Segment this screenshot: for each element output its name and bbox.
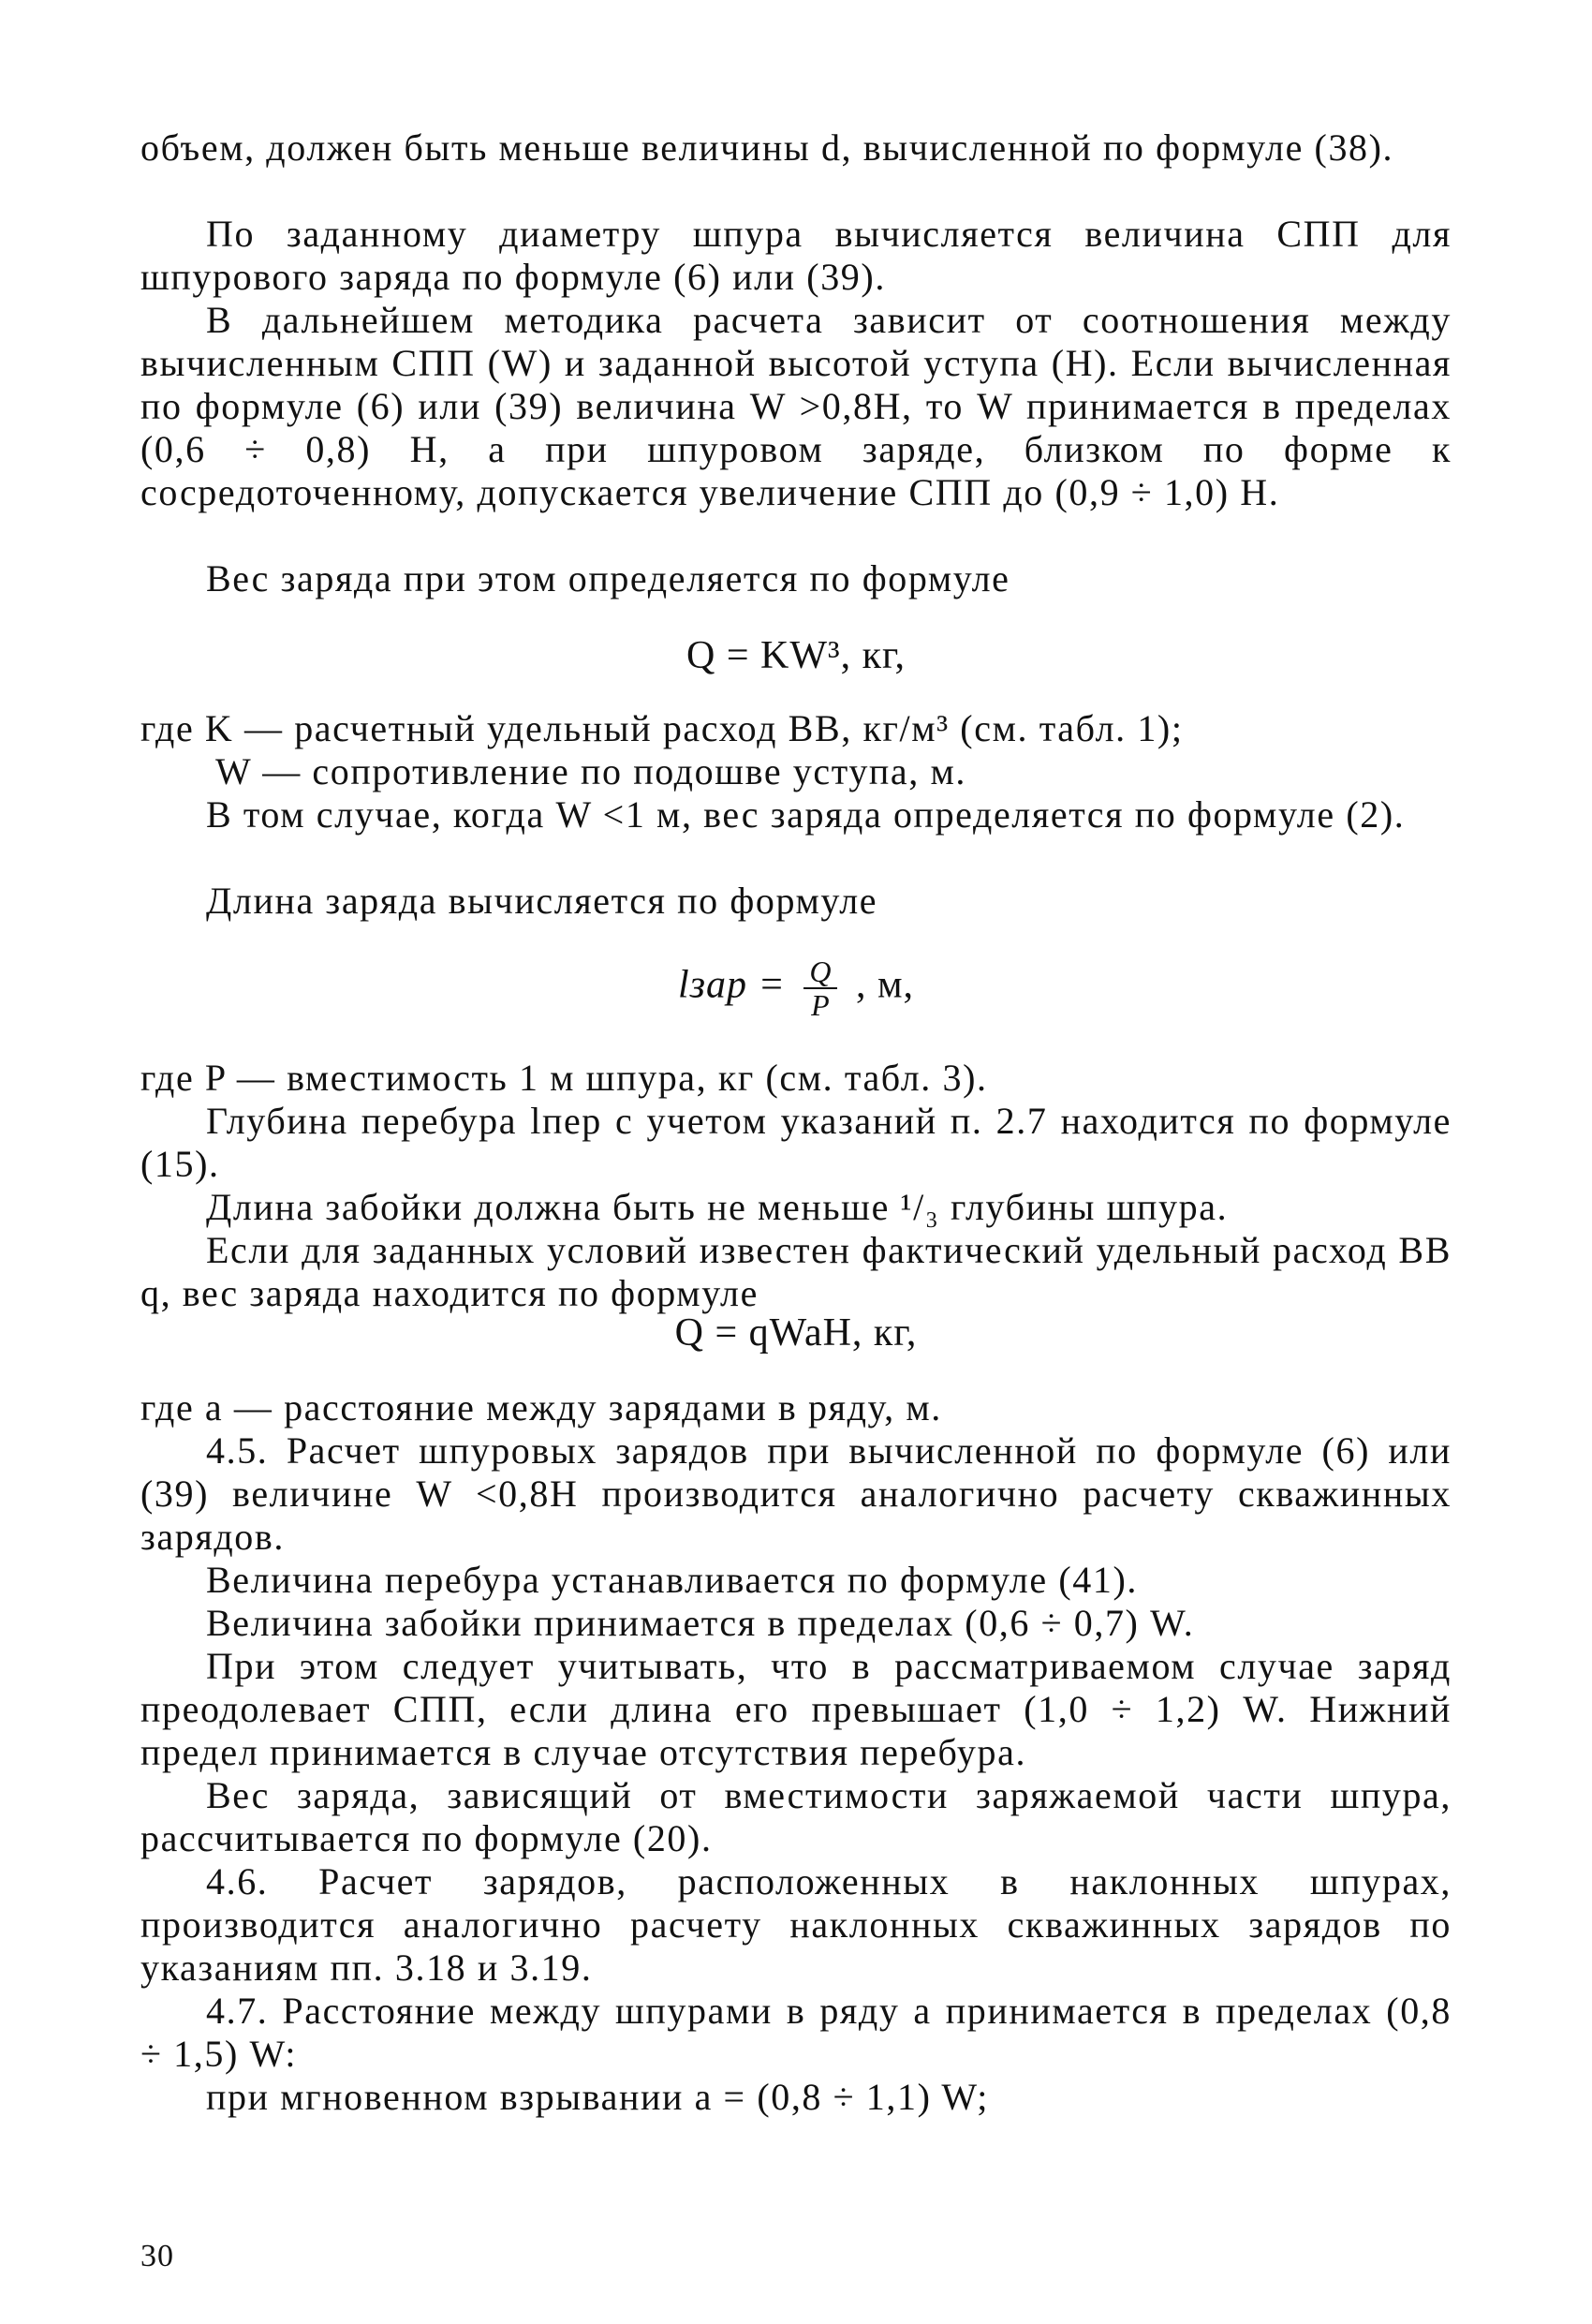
formula-1-text: Q = KW³, кг,	[686, 634, 906, 677]
formula-3-text: Q = qWaH, кг,	[674, 1311, 918, 1354]
paragraph-6: W — сопротивление по подошве уступа, м.	[215, 750, 966, 792]
paragraph-9: где P — вместимость 1 м шпура, кг (см. табл. 3).	[140, 1057, 988, 1099]
paragraph-1: объем, должен быть меньше величины d, вычисленной по формуле (38).	[140, 126, 1394, 169]
paragraph-15: Величина перебура устанавливается по формуле (41).	[206, 1559, 1138, 1601]
paragraph-20: 4.7. Расстояние между шпурами в ряду a принимается в пределах (0,8 ÷ 1,5) W:	[140, 1990, 1452, 2075]
paragraph-11: Длина забойки должна быть не меньше ¹/₃ глубины шпура.	[206, 1186, 1229, 1228]
formula-charge-weight-q	[140, 1310, 1452, 1356]
formula-charge-weight	[140, 632, 1452, 679]
paragraph-12: Если для заданных условий известен фактический удельный расход ВВ q, вес заряда находится по формуле	[140, 1229, 1452, 1314]
formula-2-numerator: Q	[803, 955, 837, 989]
formula-2-fraction	[803, 955, 837, 1021]
paragraph-4: Вес заряда при этом определяется по формуле	[206, 557, 1010, 600]
paragraph-7: В том случае, когда W <1 м, вес заряда определяется по формуле (2).	[206, 793, 1406, 836]
paragraph-3: В дальнейшем методика расчета зависит от соотношения между вычисленным СПП (W) и заданной высотой уступа (H). Если вычисленная по формуле (6) или (39) величина W >0,8H, то W принимается в пределах (0,6 ÷ 0,8) H, а при шпуровом заряде, близком по форме к сосредоточенному, допускается увеличение СПП до (0,9 ÷ 1,0) H.	[140, 299, 1452, 513]
paragraph-16: Величина забойки принимается в пределах (0,6 ÷ 0,7) W.	[206, 1602, 1195, 1644]
paragraph-19: 4.6. Расчет зарядов, расположенных в наклонных шпурах, производится аналогично расчету наклонных скважинных зарядов по указаниям пп. 3.18 и 3.19.	[140, 1860, 1452, 1989]
paragraph-5: где K — расчетный удельный расход ВВ, кг/м³ (см. табл. 1);	[140, 707, 1184, 749]
paragraph-2: По заданному диаметру шпура вычисляется величина СПП для шпурового заряда по формуле (6) или (39).	[140, 213, 1452, 298]
formula-2-lhs: lзар =	[677, 963, 786, 1007]
paragraph-13: где a — расстояние между зарядами в ряду, м.	[140, 1386, 942, 1428]
formula-charge-length	[140, 955, 1452, 1021]
paragraph-14: 4.5. Расчет шпуровых зарядов при вычисленной по формуле (6) или (39) величине W <0,8H производится аналогично расчету скважинных зарядов.	[140, 1429, 1452, 1558]
paragraph-21: при мгновенном взрывании a = (0,8 ÷ 1,1) W;	[206, 2076, 989, 2118]
formula-2-unit: , м,	[855, 963, 915, 1007]
paragraph-18: Вес заряда, зависящий от вместимости заряжаемой части шпура, рассчитывается по формуле (20).	[140, 1774, 1452, 1859]
paragraph-10: Глубина перебура lпер с учетом указаний п. 2.7 находится по формуле (15).	[140, 1100, 1452, 1185]
paragraph-8: Длина заряда вычисляется по формуле	[206, 880, 878, 922]
formula-2-denominator: P	[811, 988, 831, 1022]
paragraph-17: При этом следует учитывать, что в рассматриваемом случае заряд преодолевает СПП, если длина его превышает (1,0 ÷ 1,2) W. Нижний предел принимается в случае отсутствия перебура.	[140, 1645, 1452, 1773]
page-number: 30	[140, 2239, 174, 2273]
